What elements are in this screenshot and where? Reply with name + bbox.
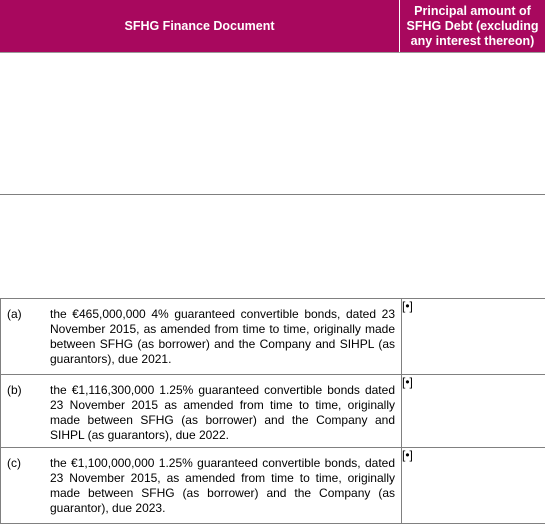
section-divider	[0, 194, 545, 195]
row-label: (c)	[7, 456, 50, 516]
amount-cell: [•]	[402, 448, 545, 524]
debt-table	[0, 298, 545, 524]
row-description: the €1,100,000,000 1.25% guaranteed convertible bonds, dated 23 November 2015, as amended from time to time, originally made between SFHG (as borrower) and the Company (as guarantor), due 2023.	[50, 456, 395, 516]
header-principal-amount: Principal amount of SFHG Debt (excluding any interest thereon)	[400, 0, 545, 52]
row-label: (a)	[7, 307, 50, 367]
table-header	[0, 0, 545, 53]
table-row	[1, 448, 545, 524]
amount-cell: [•]	[402, 375, 545, 448]
document-cell	[1, 375, 402, 448]
document-cell	[1, 299, 402, 375]
row-description: the €465,000,000 4% guaranteed convertible bonds, dated 23 November 2015, as amended from time to time, originally made between SFHG (as borrower) and the Company and SIHPL (as guarantors), due 2021.	[50, 307, 395, 367]
document-cell	[1, 448, 402, 524]
table-row	[1, 299, 545, 375]
header-finance-document: SFHG Finance Document	[0, 0, 400, 52]
table-row	[1, 375, 545, 448]
amount-cell: [•]	[402, 299, 545, 375]
row-description: the €1,116,300,000 1.25% guaranteed convertible bonds dated 23 November 2015 as amended from time to time, originally made between SFHG (as borrower) and the Company and SIHPL (as guarantors), due 2022.	[50, 383, 395, 443]
row-label: (b)	[7, 383, 50, 443]
